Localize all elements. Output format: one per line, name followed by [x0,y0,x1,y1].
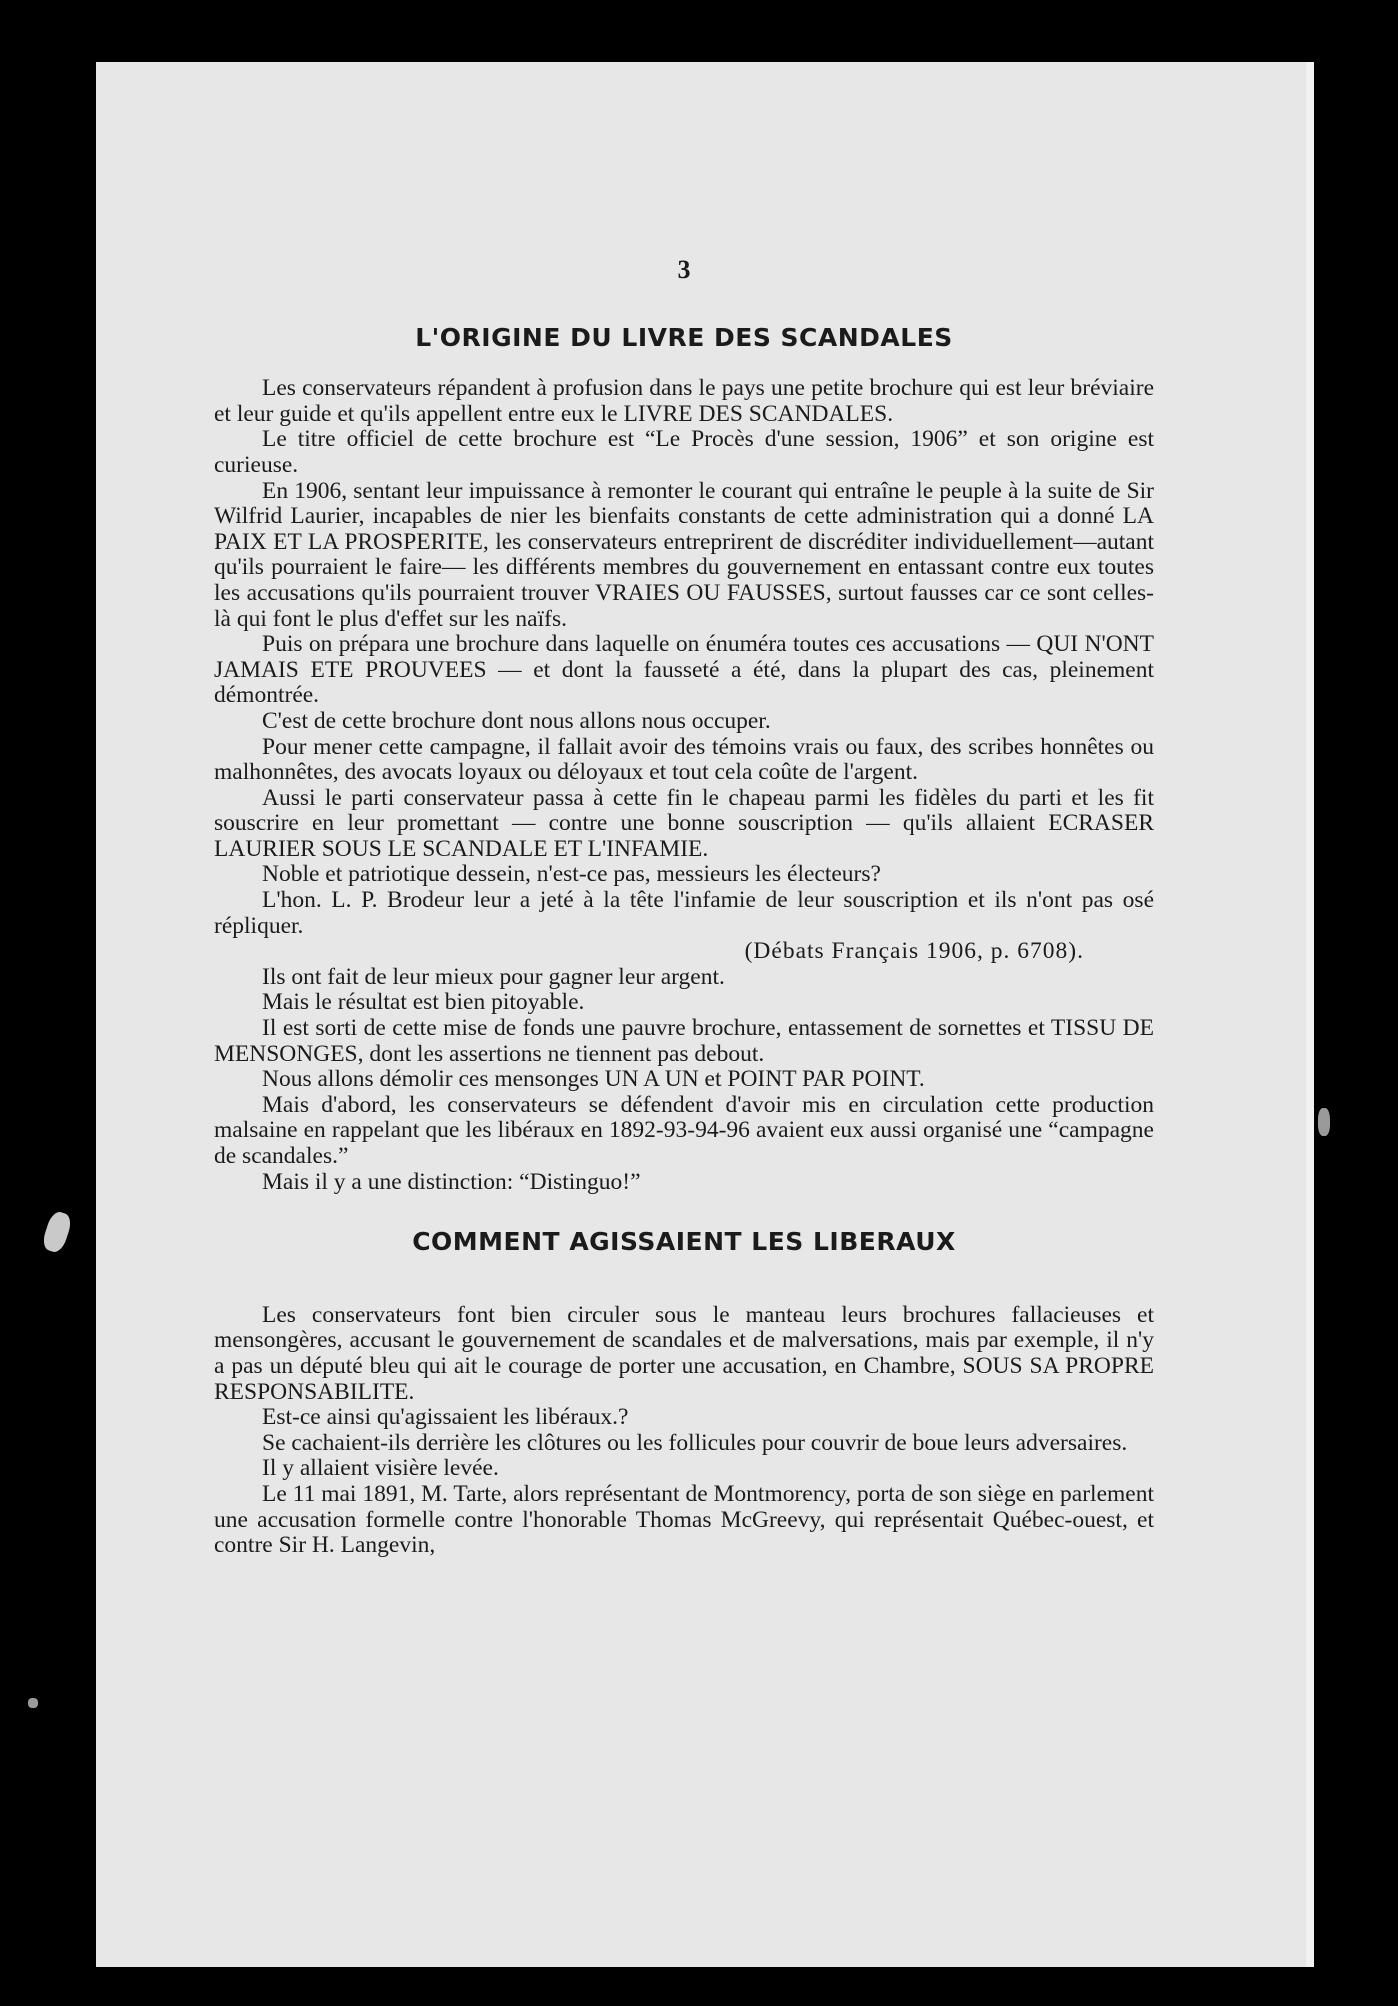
paragraph: Se cachaient-ils derrière les clôtures ou les follicules pour couvrir de boue leurs adversaires. [262,1429,1128,1456]
paragraph: Il y allaient visière levée. [262,1455,499,1482]
paragraph: Mais d'abord, les conservateurs se défendent d'avoir mis en circulation cette production malsaine en rappelant que les libéraux en 1892-93-94-96 avaient eux aussi organisé une “campagne de scandales.” [214,1091,1154,1169]
citation: (Débats Français 1906, p. 6708). [744,938,1084,965]
scan-speck [1318,1108,1330,1136]
paragraph: Nous allons démolir ces mensonges UN A UN et POINT PAR POINT. [262,1066,925,1093]
paragraph: Les conservateurs font bien circuler sous le manteau leurs brochures fallacieuses et mensongères, accusant le gouvernement de scandales et de malversations, mais par exemple, il n'y a pas un député bleu qui ait le courage de porter une accusation, en Chambre, SOUS SA PROPRE RESPONSABILITE. [214,1301,1154,1405]
page-content [214,257,1154,1559]
paragraph: Ils ont fait de leur mieux pour gagner leur argent. [262,963,725,990]
page-edge-highlight [1306,62,1314,1967]
paragraph: Le 11 mai 1891, M. Tarte, alors représentant de Montmorency, porta de son siège en parlement une accusation formelle contre l'honorable Thomas McGreevy, qui représentait Québec-ouest, et contre Sir H. Langevin, [214,1480,1154,1559]
paragraph: Il est sorti de cette mise de fonds une pauvre brochure, entassement de sornettes et TISSU DE MENSONGES, dont les assertions ne tiennent pas debout. [214,1015,1154,1067]
document-page [96,62,1314,1967]
paragraph: Pour mener cette campagne, il fallait avoir des témoins vrais ou faux, des scribes honnêtes ou malhonnêtes, des avocats loyaux ou déloyaux et tout cela coûte de l'argent. [214,733,1154,786]
section-heading-liberaux: COMMENT AGISSAIENT LES LIBERAUX [412,1227,956,1257]
paragraph: Mais il y a une distinction: “Distinguo!” [262,1168,641,1195]
page-number: 3 [677,255,691,284]
paragraph: En 1906, sentant leur impuissance à remonter le courant qui entraîne le peuple à la suite de Sir Wilfrid Laurier, incapables de nier les bienfaits constants de cette administration qui a donné LA PAIX ET LA PROSPERITE, les conservateurs entreprirent de discréditer individuellement—autant qu'ils pourraient le faire— les différents membres du gouvernement en entassant contre eux toutes les accusations qu'ils pourraient trouver VRAIES OU FAUSSES, surtout fausses car ce sont celles-là qui font le plus d'effet sur les naïfs. [214,477,1154,632]
section-heading-origine: L'ORIGINE DU LIVRE DES SCANDALES [415,322,953,352]
paragraph: Le titre officiel de cette brochure est “Le Procès d'une session, 1906” et son origine est curieuse. [214,426,1154,478]
paragraph: Noble et patriotique dessein, n'est-ce pas, messieurs les électeurs? [262,861,881,888]
paragraph: C'est de cette brochure dont nous allons nous occuper. [262,707,771,734]
paragraph: Mais le résultat est bien pitoyable. [262,989,585,1016]
paragraph: Aussi le parti conservateur passa à cette fin le chapeau parmi les fidèles du parti et les fit souscrire en leur promettant — contre une bonne souscription — qu'ils allaient ECRASER LAURIER SOUS LE SCANDALE ET L'INFAMIE. [214,784,1154,862]
paragraph: Est-ce ainsi qu'agissaient les libéraux.? [262,1404,629,1431]
scan-speck [28,1698,38,1708]
paragraph: L'hon. L. P. Brodeur leur a jeté à la tête l'infamie de leur souscription et ils n'ont pas osé répliquer. [214,887,1154,939]
scan-speck [40,1210,73,1255]
paragraph: Les conservateurs répandent à profusion dans le pays une petite brochure qui est leur bréviaire et leur guide et qu'ils appellent entre eux le LIVRE DES SCANDALES. [214,375,1154,427]
paragraph: Puis on prépara une brochure dans laquelle on énuméra toutes ces accusations — QUI N'ONT JAMAIS ETE PROUVEES — et dont la fausseté a été, dans la plupart des cas, pleinement démontrée. [214,631,1154,709]
